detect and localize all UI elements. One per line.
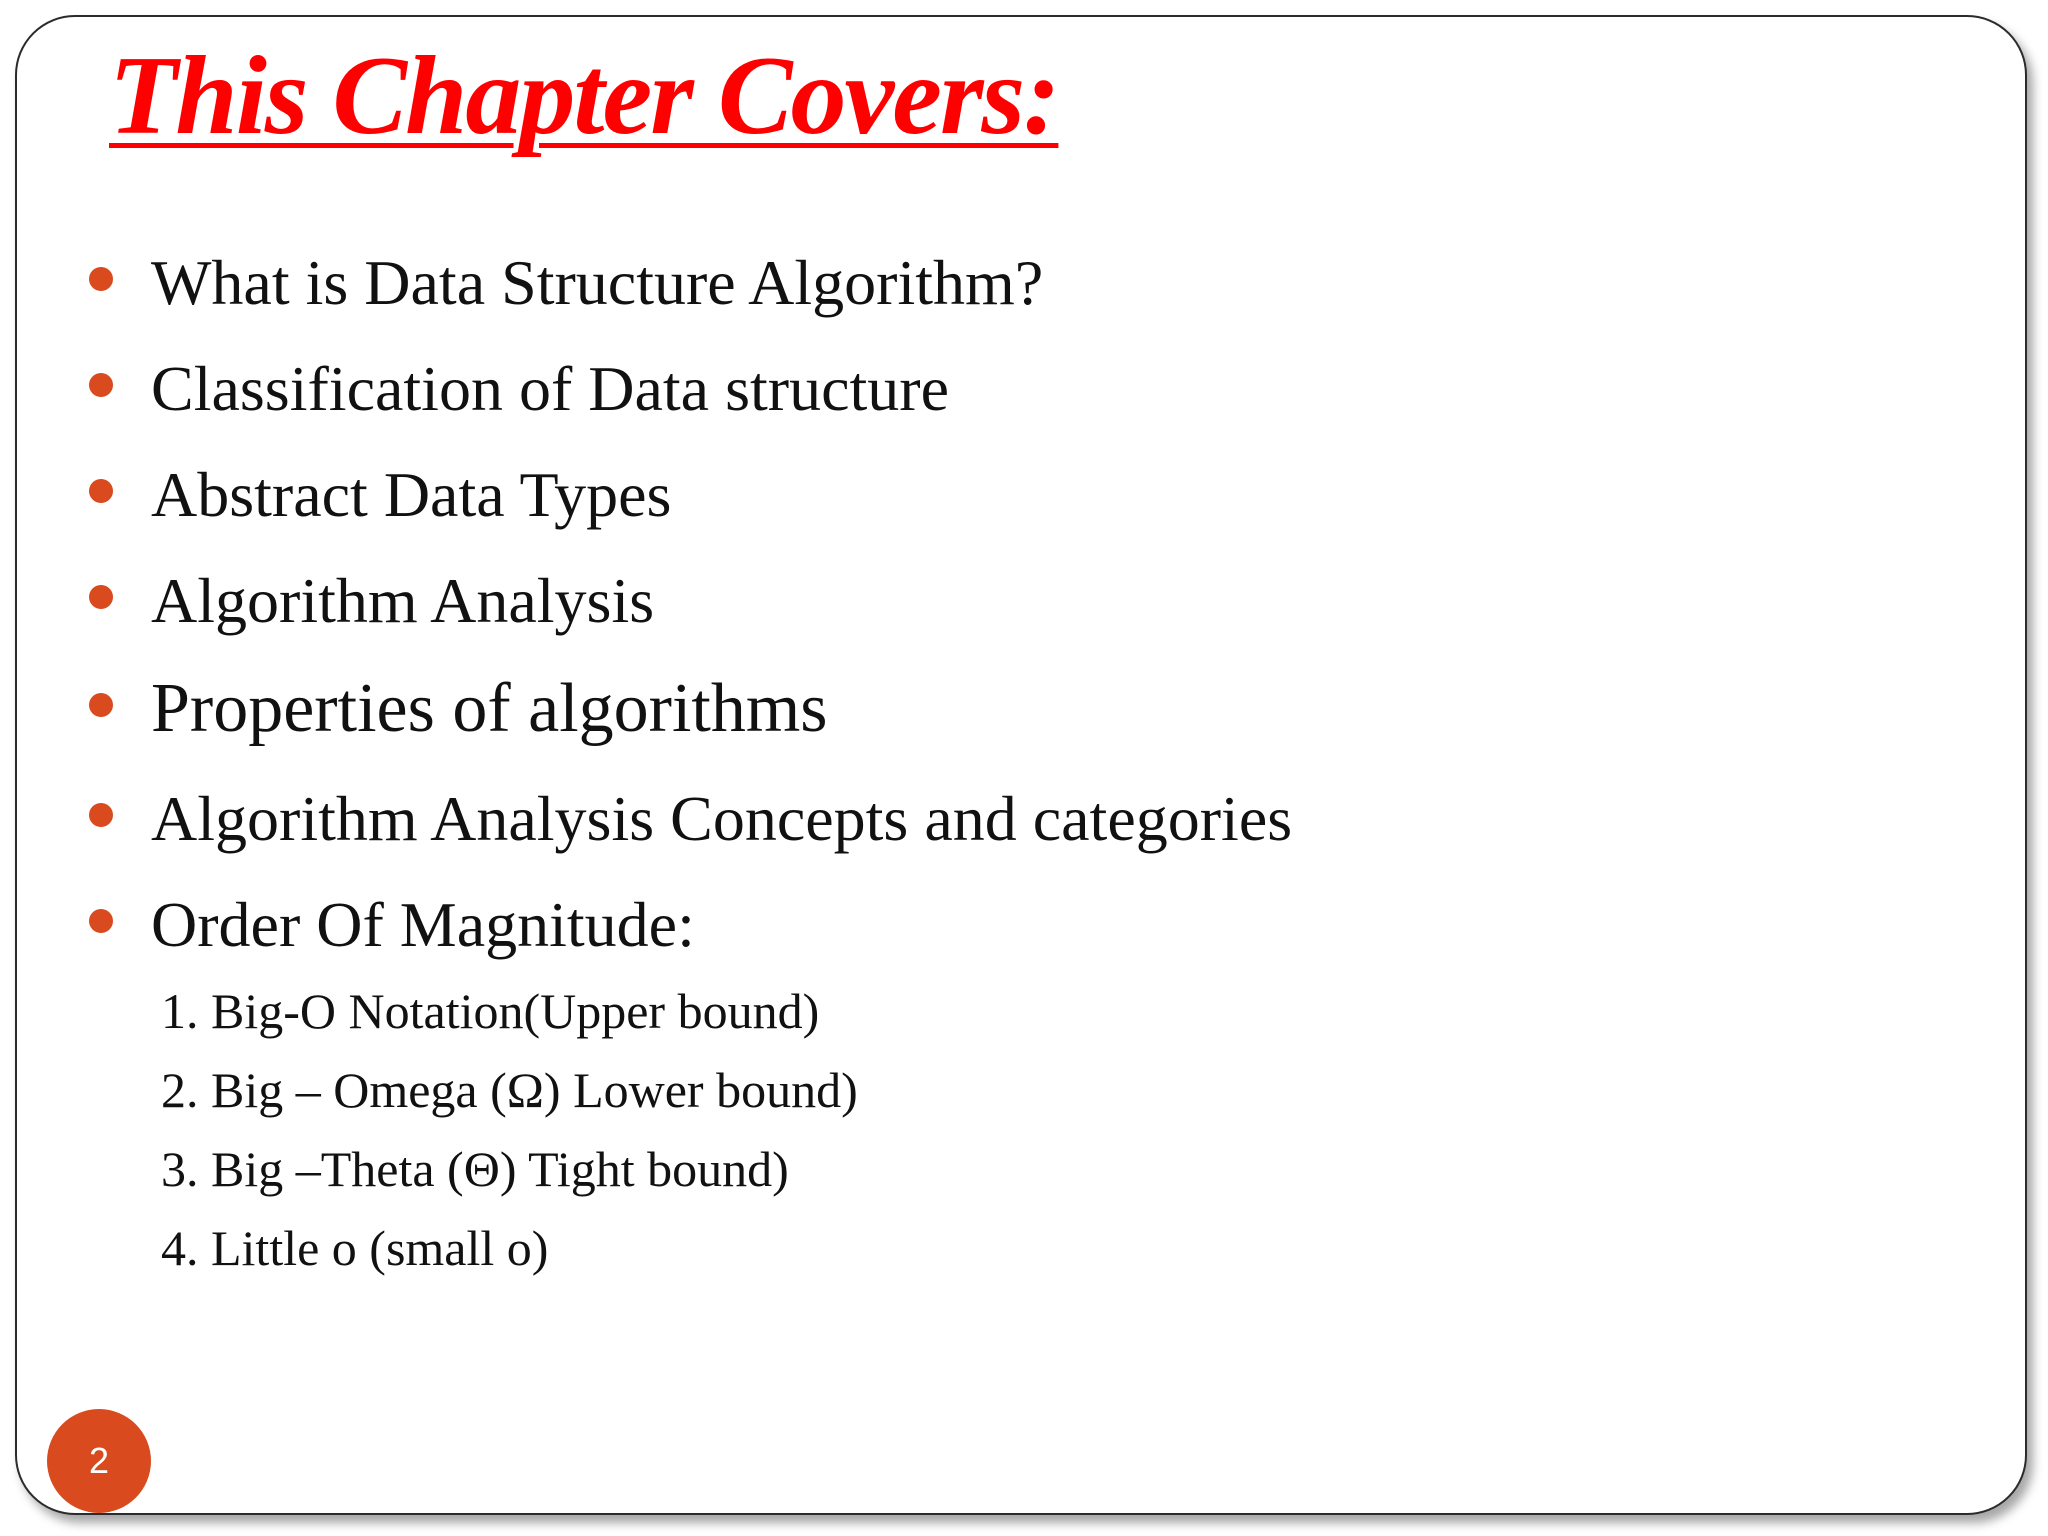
list-item [89, 245, 1043, 322]
sub-list-item: 2. Big – Omega (Ω) Lower bound) [161, 1062, 858, 1118]
list-item-text: Abstract Data Types [151, 459, 672, 530]
sub-list-item: 4. Little o (small o) [161, 1220, 549, 1276]
bullet-dot-icon [89, 803, 113, 827]
slide-title: This Chapter Covers: [109, 34, 1059, 158]
list-item-text: Order Of Magnitude: [151, 889, 695, 960]
list-item [89, 781, 1292, 858]
sub-list-item: 1. Big-O Notation(Upper bound) [161, 983, 820, 1039]
list-item [89, 351, 949, 428]
list-item [89, 563, 654, 640]
bullet-dot-icon [89, 693, 113, 717]
bullet-list [17, 17, 2025, 1513]
list-item [89, 887, 695, 964]
list-item-text: Algorithm Analysis [151, 565, 655, 636]
bullet-dot-icon [89, 909, 113, 933]
bullet-dot-icon [89, 267, 113, 291]
list-item [89, 667, 828, 751]
bullet-dot-icon [89, 585, 113, 609]
list-item [89, 457, 671, 534]
bullet-dot-icon [89, 373, 113, 397]
page-number-badge: 2 [47, 1409, 151, 1513]
list-item-text: Algorithm Analysis Concepts and categories [151, 783, 1293, 854]
sub-list-item: 3. Big –Theta (Θ) Tight bound) [161, 1141, 789, 1197]
list-item-text: Properties of algorithms [151, 670, 828, 747]
bullet-dot-icon [89, 479, 113, 503]
slide [15, 15, 2027, 1515]
list-item-text: What is Data Structure Algorithm? [151, 247, 1044, 318]
list-item-text: Classification of Data structure [151, 353, 949, 424]
